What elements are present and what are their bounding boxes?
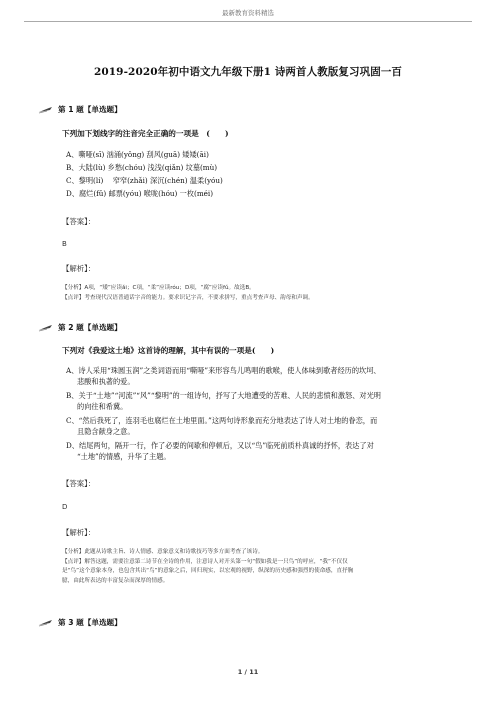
question-1-stem: 下列加下划线字的注音完全正确的一项是 ( ) xyxy=(62,129,229,138)
analysis-label: 【解析】： xyxy=(62,528,96,537)
question-2-stem: 下列对《我爱这土地》这首诗的理解，其中有误的一项是( ) xyxy=(62,346,275,355)
option-b: B、关于“土地”“河流”“风”“黎明”的一组诗句，抒写了大地遭受的苦难、人民的悲愤和激怒、对光明 的向往和希冀。 xyxy=(66,391,381,411)
page-number: 1 / 11 xyxy=(237,668,259,676)
page-header: 最新教育资料精选 xyxy=(222,9,274,17)
option-d: D、结尾两句，隔开一行，作了必要的间歇和停顿后，又以“鸟”临死前质朴真诚的抒怀，表达了对 “土地”的情感，升华了主题。 xyxy=(66,441,374,461)
answer-value: D xyxy=(62,503,68,511)
analysis-text: 【分析】此题从诗歌主旨、诗人情感、意象意义和诗歌技巧等多方面考查了该诗。 【点评】解答这题，需要注意第二诗节在全诗的作用，注意诗人对开头第一句“假如我是一只鸟”的呼应，“我”不仅仅 是“鸟”这个意象本身，也包含其出“鸟”的意象之后，回归现实，以宏观的视野，纵深的历史感和强烈的使命感，直抒胸 臆，由此所表达的丰富复杂而深厚的情感。 xyxy=(62,549,354,584)
pen-bullet-icon xyxy=(38,619,54,627)
answer-value: B xyxy=(62,240,67,248)
option-c: C、“然后我死了，连羽毛也腐烂在土地里面。”这两句诗形象而充分地表达了诗人对土地的眷恋，而 且隐含献身之意。 xyxy=(66,416,378,436)
answer-label: 【答案】： xyxy=(62,217,96,226)
option-a: A、嘶哑(sī) 汹涌(yǒng) 刮风(guā) 矮矮(āi) xyxy=(66,150,209,159)
option-d: D、腐烂(fǔ) 邮票(yóu) 喉咙(hóu) 一枚(méi) xyxy=(66,189,213,198)
pen-bullet-icon xyxy=(38,106,54,114)
question-3-heading: 第 3 题【单选题】 xyxy=(38,617,122,628)
header-divider xyxy=(24,21,472,22)
option-a: A、诗人采用“珠圆玉润”之类词语而用“嘶哑”来形容鸟儿鸣唱的歌喉，使人体味到歌者经历的坎坷、 悲酸和执著的爱。 xyxy=(66,366,381,386)
option-c: C、黎明(lí) 窄窄(zhǎi) 深沉(chén) 温柔(yóu) xyxy=(66,176,223,185)
document-title: 2019-2020年初中语文九年级下册1 诗两首人教版复习巩固一百 xyxy=(93,66,403,78)
question-1-heading: 第 1 题【单选题】 xyxy=(38,104,122,115)
answer-label: 【答案】： xyxy=(62,479,96,488)
question-2-heading: 第 2 题【单选题】 xyxy=(38,322,122,333)
pen-bullet-icon xyxy=(38,324,54,332)
analysis-text: 【分析】A项，“矮”应读ǎi；C项，“柔”应读róu；D项，“腐”应读fǔ。故选B。 【点评】考查现代汉语普通话字音的能力。要求识记字音，不要求拼写，重点考查声母、韵母和声调。 xyxy=(62,285,314,301)
analysis-label: 【解析】： xyxy=(62,264,96,273)
option-b: B、大陆(lù) 乡愁(chóu) 浅浅(qiǎn) 坟墓(mù) xyxy=(66,163,218,172)
